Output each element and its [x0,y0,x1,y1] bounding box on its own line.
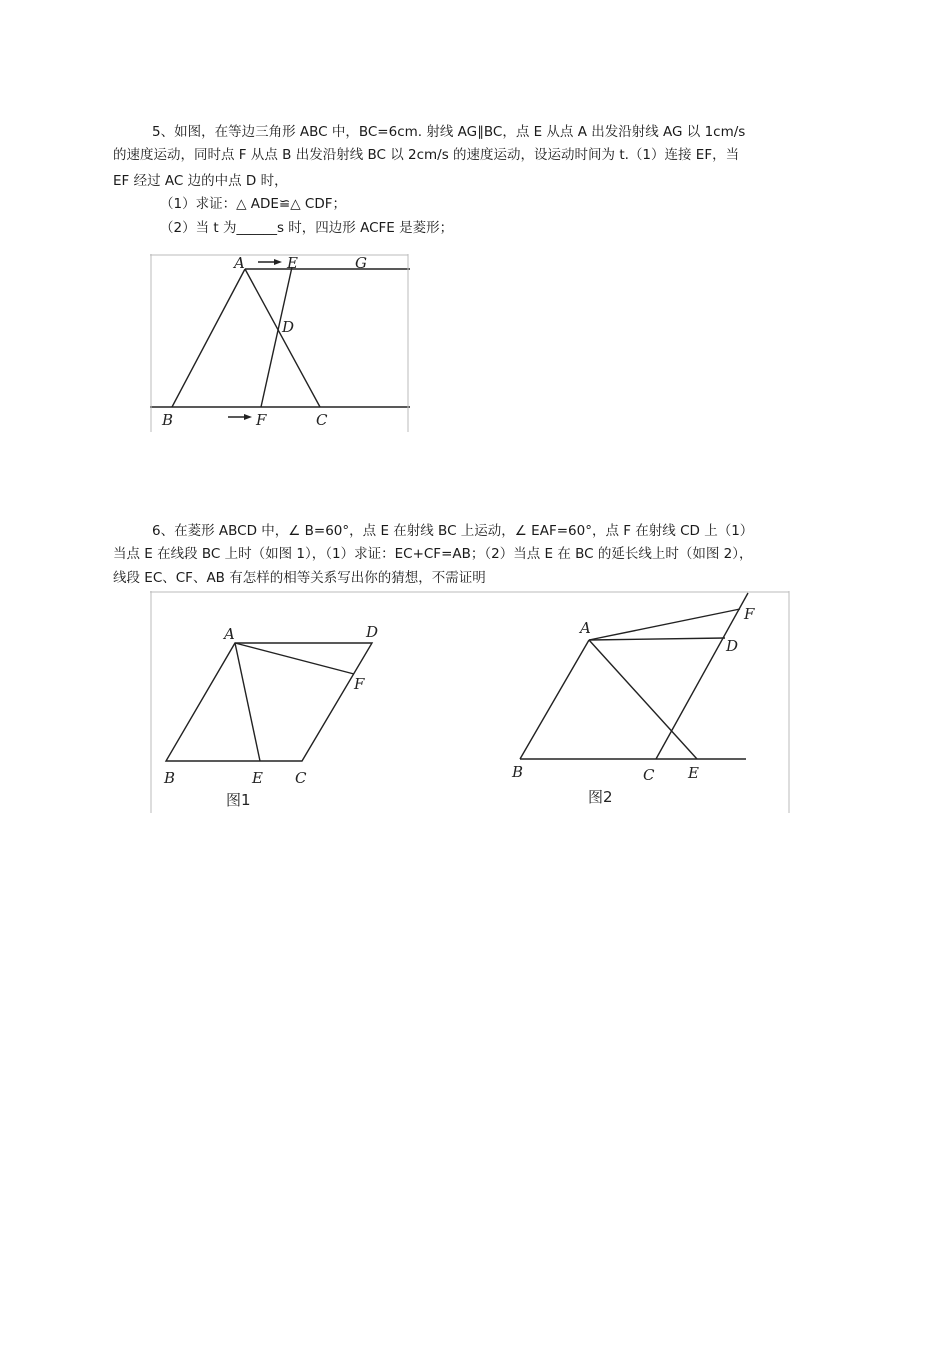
fig1-label-d: D [366,623,379,641]
fig1-label-e: E [252,769,263,787]
fig2-label-c: C [643,766,655,784]
problem5-line2: 的速度运动，同时点 F 从点 B 出发沿射线 BC 以 2cm/s 的速度运动，设运动时间为 t.（1）连接 EF，当 [113,147,740,163]
label-g: G [355,254,367,272]
segment-ef [261,267,295,407]
rhombus-abcd-1 [166,643,372,761]
problem5-line1: 5、如图，在等边三角形 ABC 中，BC=6cm. 射线 AG∥BC，点 E 从点 A 出发沿射线 AG 以 1cm/s [152,124,746,140]
label-a: A [234,254,245,272]
segment-af-1 [235,643,354,674]
fig2-label-d: D [726,637,739,655]
fig1-label-b: B [164,769,176,787]
label-f: F [256,411,267,429]
fig1-label-a: A [224,625,235,643]
ray-cd-2 [656,593,748,759]
side-ab [172,269,245,407]
problem5-figure [150,254,412,432]
fig2-label-f: F [744,605,755,623]
side-ab-2 [520,640,589,759]
figure2 [520,593,748,759]
problem6-line2: 当点 E 在线段 BC 上时（如图 1），（1）求证：EC+CF=AB；（2）当点 E 在 BC 的延长线上时（如图 2）， [113,546,753,562]
arrow-e-head [274,259,282,265]
arrow-f-head [244,414,252,420]
segment-ae-1 [235,643,260,761]
problem5-question2: （2）当 t 为______s 时，四边形 ACFE 是菱形； [160,220,454,236]
segment-af-2 [589,609,740,640]
side-ac [245,269,320,407]
problem6-line3: 线段 EC、CF、AB 有怎样的相等关系写出你的猜想，不需证明 [113,570,486,586]
label-b: B [162,411,174,429]
fig1-label-c: C [295,769,307,787]
fig1-label-f: F [354,675,365,693]
side-ad-2 [589,638,725,640]
segment-ae-2 [589,640,697,759]
fig2-label-a: A [580,619,591,637]
problem6-line1: 6、在菱形 ABCD 中，∠ B=60°，点 E 在射线 BC 上运动，∠ EAF=60°，点 F 在射线 CD 上（1） [152,523,754,539]
label-c: C [316,411,328,429]
problem6-figures [150,591,792,813]
label-d: D [282,318,295,336]
figure1 [166,643,372,761]
fig2-label-b: B [512,763,524,781]
fig1-caption: 图1 [226,791,251,809]
label-e: E [287,254,298,272]
problem5-line3: EF 经过 AC 边的中点 D 时， [113,173,288,189]
fig2-caption: 图2 [588,788,613,806]
fig2-label-e: E [688,764,699,782]
problem5-question1: （1）求证：△ ADE≌△ CDF； [160,196,346,212]
